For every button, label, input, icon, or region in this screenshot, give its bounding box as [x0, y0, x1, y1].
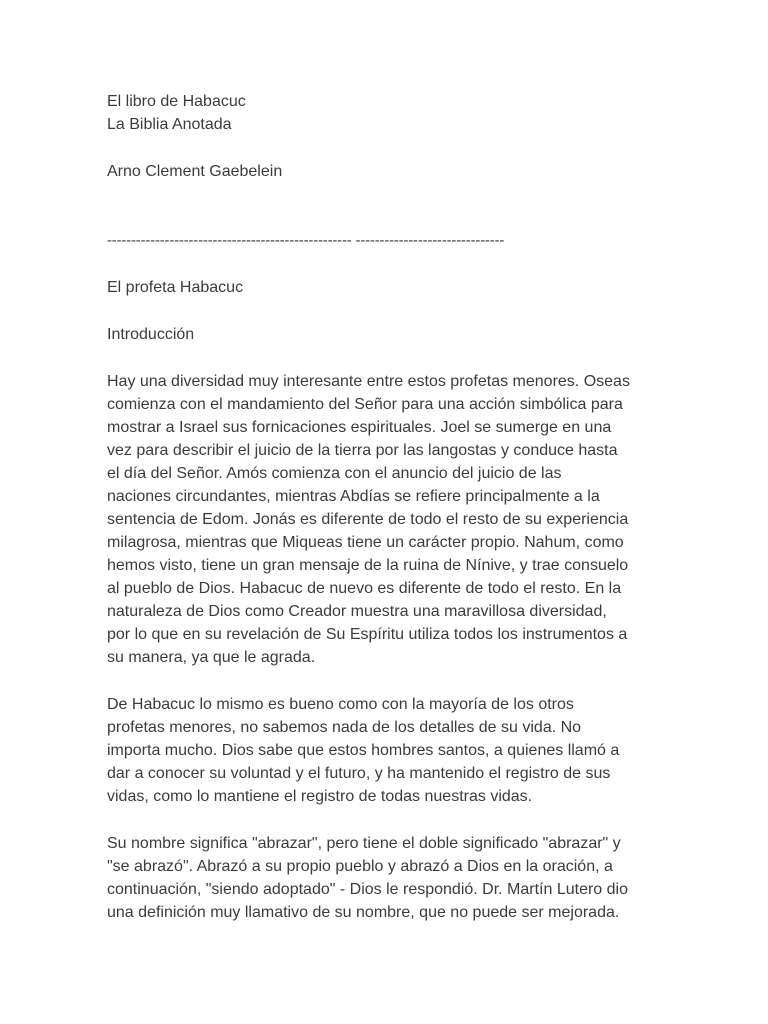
paragraph-line: hemos visto, tiene un gran mensaje de la ruina de Nínive, y trae consuelo — [107, 557, 629, 574]
paragraph-line: comienza con el mandamiento del Señor para una acción simbólica para — [107, 396, 623, 413]
paragraph-line: al pueblo de Dios. Habacuc de nuevo es diferente de todo el resto. En la — [107, 580, 622, 597]
document-page — [107, 90, 667, 924]
paragraph-line: importa mucho. Dios sabe que estos hombres santos, a quienes llamó a — [107, 742, 620, 759]
subsection-title: Introducción — [107, 326, 195, 343]
paragraph-1 — [107, 370, 667, 669]
document-author: Arno Clement Gaebelein — [107, 163, 283, 180]
paragraph-line: profetas menores, no sabemos nada de los detalles de su vida. No — [107, 719, 582, 736]
paragraph-line: por lo que en su revelación de Su Espíritu utiliza todos los instrumentos a — [107, 626, 628, 643]
paragraph-2 — [107, 693, 667, 808]
section-title: El profeta Habacuc — [107, 279, 244, 296]
paragraph-line: Su nombre significa "abrazar", pero tiene el doble significado "abrazar" y — [107, 835, 621, 852]
paragraph-line: naciones circundantes, mientras Abdías se refiere principalmente a la — [107, 488, 600, 505]
separator-line: --------------------------------------------------- ------------------------------- — [107, 232, 505, 249]
paragraph-line: "se abrazó". Abrazó a su propio pueblo y abrazó a Dios en la oración, a — [107, 858, 613, 875]
paragraph-line: De Habacuc lo mismo es bueno como con la mayoría de los otros — [107, 696, 574, 713]
paragraph-line: vez para describir el juicio de la tierra por las langostas y conduce hasta — [107, 442, 618, 459]
paragraph-line: sentencia de Edom. Jonás es diferente de todo el resto de su experiencia — [107, 511, 629, 528]
paragraph-line: dar a conocer su voluntad y el futuro, y ha mantenido el registro de sus — [107, 765, 611, 782]
paragraph-line: mostrar a Israel sus fornicaciones espirituales. Joel se sumerge en una — [107, 419, 612, 436]
paragraph-line: naturaleza de Dios como Creador muestra una maravillosa diversidad, — [107, 603, 607, 620]
paragraph-line: milagrosa, mientras que Miqueas tiene un carácter propio. Nahum, como — [107, 534, 624, 551]
document-series: La Biblia Anotada — [107, 116, 232, 133]
paragraph-line: una definición muy llamativo de su nombre, que no puede ser mejorada. — [107, 904, 620, 921]
paragraph-line: continuación, "siendo adoptado" - Dios le respondió. Dr. Martín Lutero dio — [107, 881, 628, 898]
paragraph-3 — [107, 832, 667, 924]
paragraph-line: Hay una diversidad muy interesante entre estos profetas menores. Oseas — [107, 373, 630, 390]
paragraph-line: su manera, ya que le agrada. — [107, 649, 316, 666]
document-title: El libro de Habacuc — [107, 93, 246, 110]
paragraph-line: vidas, como lo mantiene el registro de todas nuestras vidas. — [107, 788, 533, 805]
paragraph-line: el día del Señor. Amós comienza con el anuncio del juicio de las — [107, 465, 562, 482]
